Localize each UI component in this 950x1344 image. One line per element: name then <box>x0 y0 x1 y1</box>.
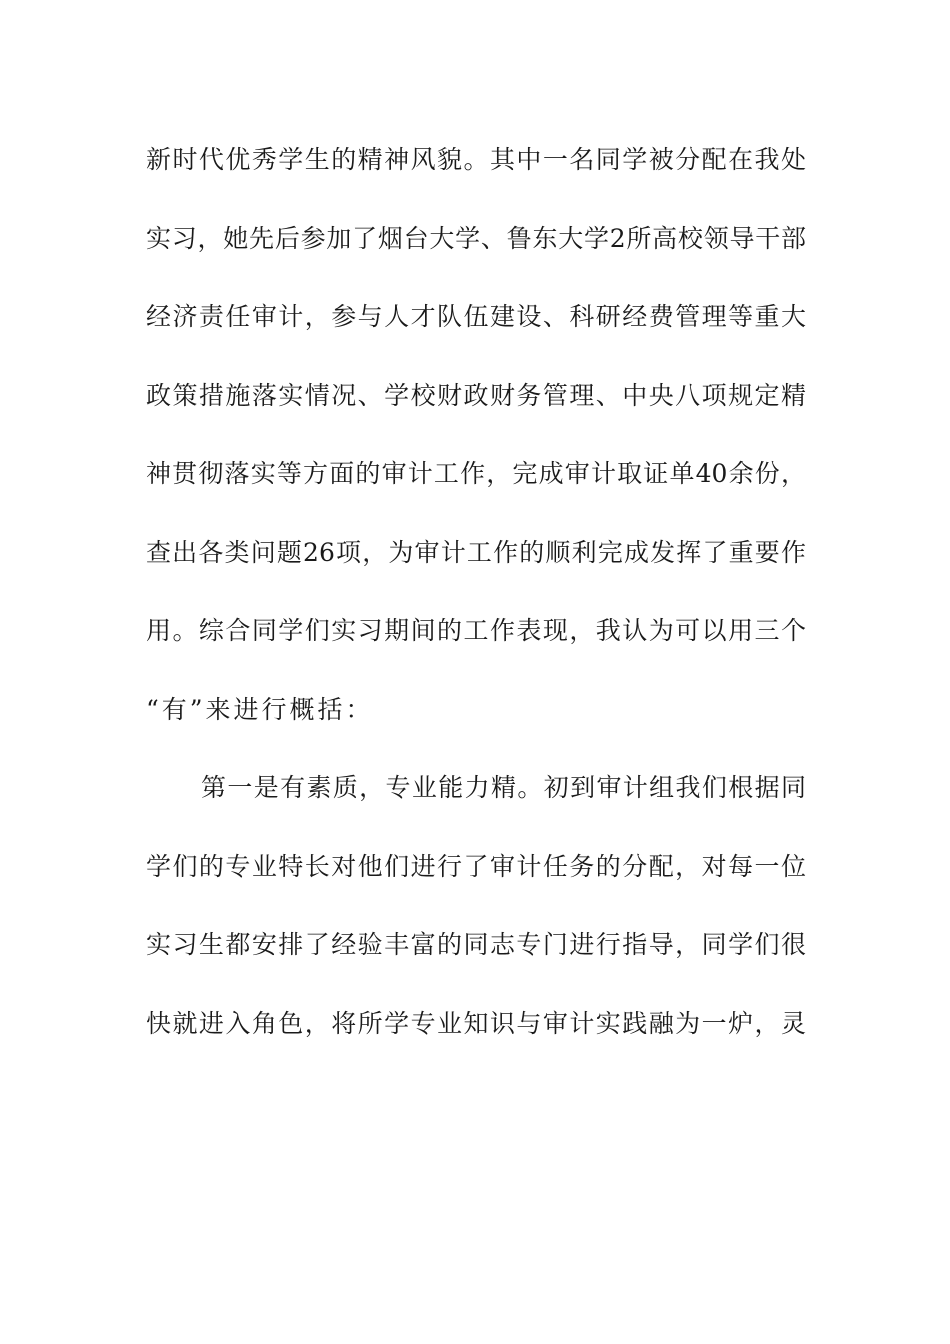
text-line: 查出各类问题26项，为审计工作的顺利完成发挥了重要作 <box>146 537 806 567</box>
text-line: 学们的专业特长对他们进行了审计任务的分配，对每一位 <box>146 851 806 881</box>
text-line: 实习，她先后参加了烟台大学、鲁东大学2所高校领导干部 <box>146 223 806 253</box>
text-line: 快就进入角色，将所学专业知识与审计实践融为一炉，灵 <box>146 1008 806 1038</box>
text-line: 经济责任审计，参与人才队伍建设、科研经费管理等重大 <box>146 302 806 331</box>
text-line: 用。综合同学们实习期间的工作表现，我认为可以用三个 <box>146 616 806 645</box>
body-text <box>146 135 806 1077</box>
text-line: 政策措施落实情况、学校财政财务管理、中央八项规定精 <box>146 380 806 410</box>
text-line: 神贯彻落实等方面的审计工作，完成审计取证单40余份， <box>146 459 806 488</box>
text-line-paragraph-end: “有”来进行概括： <box>146 694 374 724</box>
text-line: 实习生都安排了经验丰富的同志专门进行指导，同学们很 <box>146 930 806 959</box>
text-line: 新时代优秀学生的精神风貌。其中一名同学被分配在我处 <box>146 145 806 174</box>
text-line-paragraph-start: 第一是有素质，专业能力精。初到审计组我们根据同 <box>201 773 806 802</box>
